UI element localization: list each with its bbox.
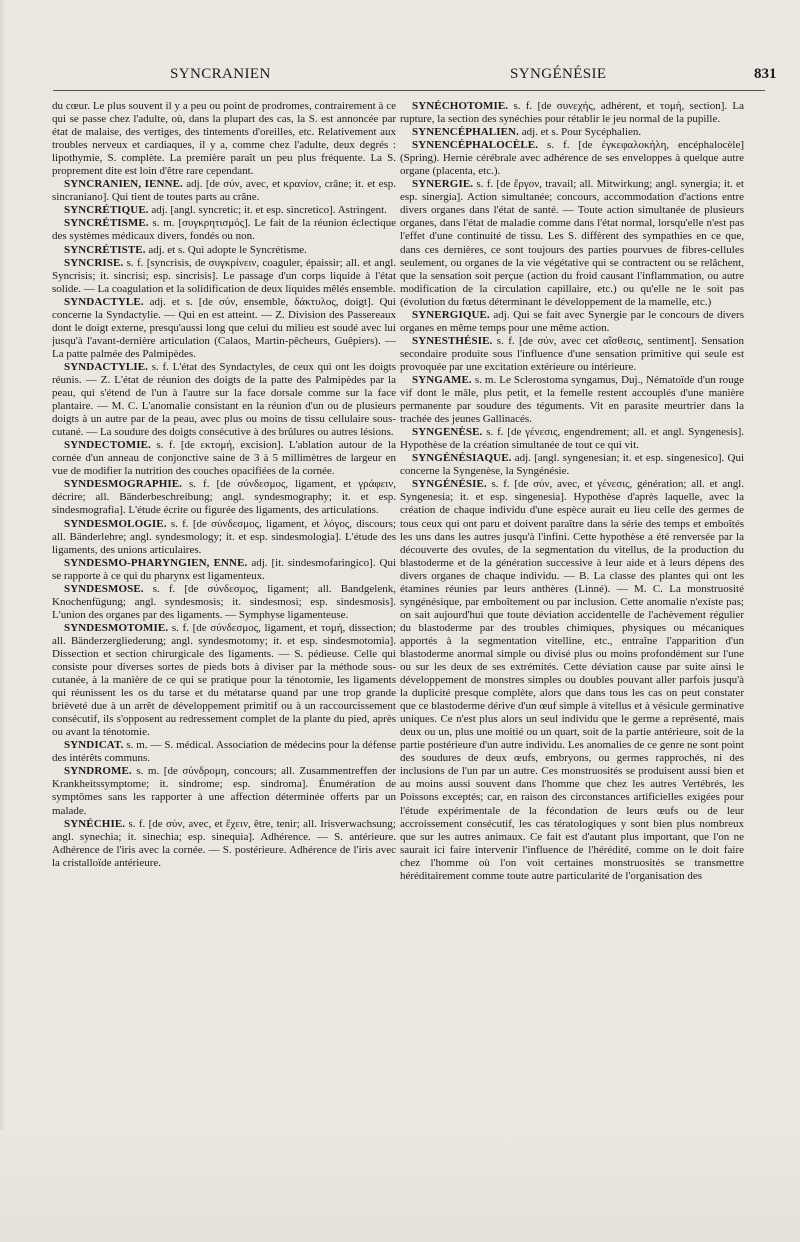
entry-synechotomie bbox=[400, 100, 744, 126]
entry-text: s. m. — S. médical. Association de médecins pour la défense des intérêts communs. bbox=[52, 739, 396, 765]
entry-text: s. m. [de σύνδρομη, concours; all. Zusammentreffen der Krankheitssymptome; it. sindrome; esp. sindroma]. Énumération de symptômes sans les rapporter à une affection déterminée offerts par un malade. bbox=[52, 765, 396, 817]
headword: SYNGENÈSE. bbox=[412, 426, 483, 439]
entry-text: s. f. [syncrisis, de συγκρίνειν, coaguler, épaissir; all. et angl. Syncrisis; it. sincrisi; esp. sincrisis]. Le passage d'un corps liquide à l'état solide. — La coagulation et la solidification de deux liquides mêlés ensemble. bbox=[52, 256, 396, 295]
entry-text: adj. et s. Qui adopte le Syncrétisme. bbox=[145, 243, 307, 256]
entry-synesthesie bbox=[400, 335, 744, 374]
entry-text: s. f. [de σύνδεσμος, ligament, et τομή, dissection; all. Bänderzergliederung; angl. syndesmotomy; it. et esp. sindesmotomia]. Dissection et section chirurgicale des ligaments. — S. pédieuse. Celle qui consiste pour diverses sortes de pieds bots à diviser par la méthode sous-cutanée, à la manière de ce qui se pratique pour la ténotomie, les ligaments qui réunissent les os du tarse et du métatarse quand par une trop grande brièveté due à un arrêt de développement primitif ou à un raccourcissement consécutif, ils s'opposent au redressement complet de la plante du pied, après ou avant la ténotomie. bbox=[52, 621, 396, 739]
right-column bbox=[400, 100, 744, 1140]
bottom-margin bbox=[0, 1130, 800, 1242]
entry-text: du cœur. Le plus souvent il y a peu ou point de prodromes, contrairement à ce qui se passe chez l'adulte, où, dans la plupart des cas, la S. est annoncée par état de malaise, des vertiges, des tintements d'oreilles, etc. Relativement aux troubles nerveux et cardiaques, il y a, comme chez l'adulte, deux degrés : lipothymie, S. complète. La première paraît un peu plus fréquente. La S. proprement dite est loin d'être rare cependant. bbox=[52, 100, 396, 178]
entry-text: s. f. [de σύνδεσμος, ligament, et λόγος, discours; all. Bänderlehre; angl. syndesmology; it. et esp. sindesmologia]. L'étude des ligaments, des unions articulaires. bbox=[52, 517, 396, 556]
entry-text: s. m. [συγκρητισμός]. Le fait de la réunion éclectique des systèmes médicaux divers, fondés ou non. bbox=[52, 217, 396, 243]
entry-synergique bbox=[400, 309, 744, 335]
entry-text: adj. [angl. syncretic; it. et esp. sincretico]. Astringent. bbox=[148, 204, 387, 217]
headword: SYNCRÉTISTE. bbox=[64, 243, 146, 256]
headword: SYNDECTOMIE. bbox=[64, 439, 151, 452]
entry-syngame bbox=[400, 374, 744, 426]
entry-synencephalocele bbox=[400, 139, 744, 178]
entry-text: s. f. [de συνεχής, adhérent, et τομή, section]. La rupture, la section des synéchies pour rétablir le jeu normal de la pupille. bbox=[400, 100, 744, 126]
headword: SYNESTHÉSIE. bbox=[412, 334, 493, 347]
entry-text: s. f. [de ἔργον, travail; all. Mitwirkung; angl. synergia; it. et esp. sinergia]. Action simultanée; concours, accommodation d'actions entre divers organes dans l'état de santé. — Toute action simultanée de plusieurs organes, dans l'état de maladie comme dans l'état normal, lorsqu'elle n'est pas l'effet d'une continuité de tissu. Les S. diffèrent des sympathies en ce que, dans ces dernières, ce sont toujours des parties pourvues de fibres-cellules seulement, ou organes de la vie végétative qui se contractent ou se relâchent, que la sensation soit perçue (action du froid causant l'inflammation, ou autre modification de la circulation capillaire, etc.) ou qu'elle ne le soit pas (évolution du fœtus déterminant le développement de la mamelle, etc.) bbox=[400, 178, 744, 308]
entry-text: s. f. [de σύνδεσμος, ligament, et γράφειν, décrire; all. Bänderbeschreibung; angl. syndesmography; it. et esp. sindesmografia]. L'étude écrite ou figurée des ligaments, des articulations. bbox=[52, 478, 396, 517]
entry-text: s. f. [de σύνδεσμος, ligament; all. Bandgelenk, Knochenfügung; angl. syndesmosis; it. sindesmosi; esp. sindesmosis]. L'union des organes par des ligaments. — Symphyse ligamenteuse. bbox=[52, 582, 396, 621]
entry-syndesmo-pharyngien bbox=[52, 557, 396, 583]
entry-syndrome bbox=[52, 765, 396, 817]
entry-text: adj. et s. Pour Sycéphalien. bbox=[518, 126, 642, 139]
entry-text: s. f. [de ἐγκεφαλοκήλη, encéphalocèle] (Spring). Hernie cérébrale avec adhérence de ses enveloppes à quelque autre organe (placenta, etc.). bbox=[400, 139, 744, 178]
entry-syngenesie bbox=[400, 478, 744, 882]
entry-syncranien bbox=[52, 178, 396, 204]
headword: SYNDESMOLOGIE. bbox=[64, 517, 167, 530]
headword: SYNDROME. bbox=[64, 765, 132, 778]
entry-text: adj. et s. [de σύν, ensemble, δάκτυλος, doigt]. Qui concerne la Syndactylie. — Qui en est atteint. — Z. Division des Passereaux dont le doigt externe, presqu'aussi long que celui du milieu est soudé avec lui jusqu'à l'avant-dernière articulation (Calaos, Martin-pêcheurs, Guêpiers). — La patte palmée des Palmipèdes. bbox=[52, 295, 396, 360]
entry-text: s. m. Le Sclerostoma syngamus, Duj., Nématoïde d'un rouge vif dont le mâle, plus petit, et la femelle restent accouplés d'une manière permanente par soudure des téguments. Vit en parasite meurtrier dans la trachée des jeunes Gallinacés. bbox=[400, 373, 744, 426]
entry-text: s. f. [de σύν, avec cet αἴσθεσις, sentiment]. Sensation secondaire produite sous l'influence d'une sensation primitive qui seule est provoquée par une excitation extérieure ou intérieure. bbox=[400, 334, 744, 373]
entry-syncrise bbox=[52, 257, 396, 296]
entry-text: s. f. [de σύν, avec, et γένεσις, génération; all. et angl. Syngenesia; it. et esp. singenesia]. Hypothèse d'après laquelle, avec la création de chaque individu d'une espèce aurait eu lieu celle des germes de tous ceux qui ont paru et doivent paraître dans la série des temps et emboîtés les uns dans les autres jusqu'à l'infini. Cette hypothèse a été renversée par la découverte des ovules, de la segmentation du vitellus, de la production du blastoderme et de la génération successive à leur aide et à leurs dépens des divers organes de chaque individu. — B. La classe des plantes qui ont les étamines réunies par leurs anthères (Linné). — M. C. La monstruosité syngénésique, par emboîtement ou par inclusion. Cette anomalie n'existe pas; on sait aujourd'hui que toute déviation accidentelle de l'achèvement régulier du blastoderme par des troubles chimiques, physiques ou mécaniques apportés à la segmentation vitelline, etc., entraîne l'apparition d'un blastoderme anormal simple ou divisé plus ou moins profondément sur l'une ou sur les deux de ses extrémités. Cette déviation cause par suite ainsi le développement de monstres simples ou doubles pouvant aller parfois jusqu'à la duplicité presque complète, alors que dans tous les cas on peut constater que ce blastoderme dérive d'un œuf simple à vitellus et à vésicule germinative uniques. Ce n'est plus alors un seul individu que le germe a représenté, mais deux ou un, plus une moitié ou un quart, soit de la partie antérieure, soit de la partie postérieure d'un autre individu. Les anomalies de ce genre ne sont point des soudures de deux œufs, embryons, ou germes rapprochés, ni des inclusions de l'un par un autre. Ces monstruosités se produisent aussi bien et au moins aussi souvent dans l'homme que chez les autres Vertébrés, les Poissons exceptés; car, en raison des circonstances artificielles exigées pour l'étude expérimentale de la fécondation de leurs œufs ou de leur accroissement consécutif, les cas tératologiques y sont bien plus nombreux que sur les autres animaux. Ce fait est d'autant plus important, que l'on ne saurait ici faire intervenir l'influence de l'hérédité, comme on le doit faire chez l'homme où l'on voit certaines monstruosités se transmettre héréditairement comme toute autre particularité de l'organisation des bbox=[400, 478, 744, 882]
headword: SYNERGIE. bbox=[412, 178, 474, 191]
headword: SYNDESMOSE. bbox=[64, 582, 144, 595]
entry-text: s. f. L'état des Syndactyles, de ceux qui ont les doigts réunis. — Z. L'état de réunion des doigts de la patte des Palmipèdes par la peau, qui s'étend de l'un à l'autre sur la face dorsale comme sur la face plantaire. — M. C. L'anomalie consistant en la réunion d'un ou de plusieurs doigts à un autre par de la peau, avec plus ou moins de tissu cellulaire sous-cutané. — La soudure des doigts consécutive à des brûlures ou autres lésions. bbox=[52, 360, 396, 439]
entry-synencephalien bbox=[400, 126, 744, 139]
headword: SYNDESMOGRAPHIE. bbox=[64, 478, 183, 491]
entry-syncretisme bbox=[52, 217, 396, 243]
headword: SYNCRISE. bbox=[64, 256, 124, 269]
entry-syngenese bbox=[400, 426, 744, 452]
headword: SYNCRÉTIQUE. bbox=[64, 204, 149, 217]
entry-syndactyle bbox=[52, 296, 396, 361]
header-rule bbox=[53, 90, 765, 91]
header-left-guide-word: SYNCRANIEN bbox=[170, 66, 271, 82]
headword: SYNGÉNÉSIAQUE. bbox=[412, 452, 512, 465]
headword: SYNENCÉPHALIEN. bbox=[412, 126, 519, 139]
entry-syncretique bbox=[52, 204, 396, 217]
entry-text: adj. [de σύν, avec, et κρανίον, crâne; it. et esp. sincraniano]. Qui tient de toutes parts au crâne. bbox=[52, 178, 396, 204]
entry-text: adj. [angl. syngenesian; it. et esp. singenesico]. Qui concerne la Syngenèse, la Syngénésie. bbox=[400, 452, 744, 478]
headword: SYNENCÉPHALOCÈLE. bbox=[412, 139, 539, 152]
entry-syndesmographie bbox=[52, 478, 396, 517]
entry-syndicat bbox=[52, 739, 396, 765]
entry-syndesmologie bbox=[52, 518, 396, 557]
headword: SYNGÉNÉSIE. bbox=[412, 478, 487, 491]
entry-text: s. f. [de σύν, avec, et ἔχειν, être, tenir; all. Irisverwachsung; angl. synechia; it. sinechia; esp. sinequia]. Adhérence. — S. antérieure. Adhérence de l'iris avec la cornée. — S. postérieure. Adhérence de l'iris avec la cristalloïde antérieure. bbox=[52, 817, 396, 869]
entry-syndectomie bbox=[52, 439, 396, 478]
headword: SYNCRÉTISME. bbox=[64, 217, 149, 230]
headword: SYNDICAT. bbox=[64, 739, 124, 752]
entry-syngenesiaque bbox=[400, 452, 744, 478]
entry-continuation bbox=[52, 100, 396, 178]
entry-synechie bbox=[52, 818, 396, 870]
headword: SYNDACTYLIE. bbox=[64, 360, 149, 373]
headword: SYNGAME. bbox=[412, 373, 472, 386]
headword: SYNÉCHOTOMIE. bbox=[412, 100, 509, 112]
entry-syndesmotomie bbox=[52, 622, 396, 739]
header-right-guide-word: SYNGÉNÉSIE bbox=[510, 66, 607, 82]
headword: SYNERGIQUE. bbox=[412, 308, 490, 321]
entry-text: adj. Qui se fait avec Synergie par le concours de divers organes en même temps pour une même action. bbox=[400, 308, 744, 334]
entry-text: s. f. [de εκτομή, excision]. L'ablation autour de la cornée d'un anneau de conjonctive saine de 3 à 5 millimètres de largeur en vue de modifier la nutrition des couches opacifiées de la cornée. bbox=[52, 439, 396, 478]
headword: SYNDESMOTOMIE. bbox=[64, 621, 169, 634]
headword: SYNÉCHIE. bbox=[64, 817, 126, 830]
entry-text: adj. [it. sindesmofaringico]. Qui se rapporte à ce qui du pharynx est ligamenteux. bbox=[52, 556, 396, 582]
headword: SYNDACTYLE. bbox=[64, 295, 144, 308]
headword: SYNCRANIEN, IENNE. bbox=[64, 178, 183, 191]
entry-syncretiste bbox=[52, 244, 396, 257]
left-column bbox=[52, 100, 396, 1140]
running-header bbox=[0, 66, 800, 88]
page-number: 831 bbox=[754, 66, 777, 82]
entry-syndactylie bbox=[52, 361, 396, 439]
page-edge-shadow bbox=[0, 0, 6, 1242]
entry-synergie bbox=[400, 178, 744, 308]
headword: SYNDESMO-PHARYNGIEN, ENNE. bbox=[64, 556, 248, 569]
entry-syndesmose bbox=[52, 583, 396, 622]
entry-text: s. f. [de γένεσις, engendrement; all. et angl. Syngenesis]. Hypothèse de la création simultanée de tout ce qui vit. bbox=[400, 426, 744, 452]
